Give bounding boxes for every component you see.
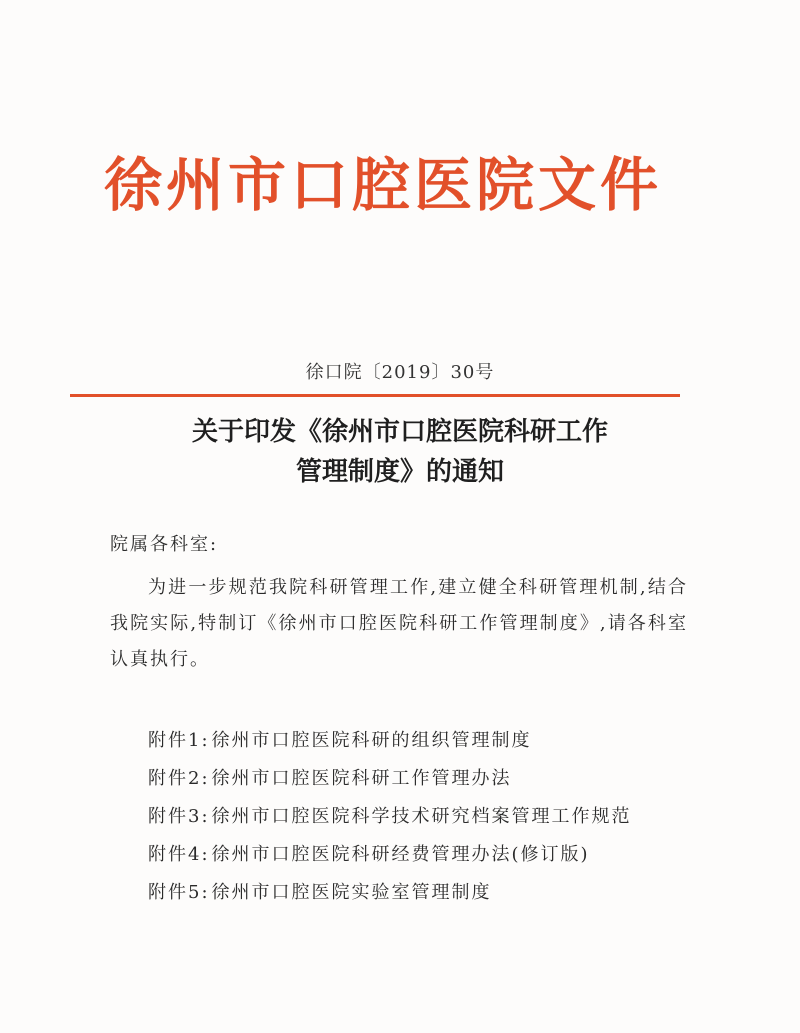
attachment-title: 徐州市口腔医院科研的组织管理制度 bbox=[211, 730, 532, 751]
document-number: 徐口院〔2019〕30号 bbox=[305, 362, 495, 383]
attachment-list bbox=[110, 722, 688, 912]
notice-title bbox=[0, 412, 800, 492]
attachment-title: 徐州市口腔医院科研经费管理办法(修订版) bbox=[211, 844, 590, 865]
document-masthead: 徐州市口腔医院文件 bbox=[104, 151, 663, 219]
attachment-item bbox=[110, 874, 688, 912]
attachment-label: 附件1: bbox=[148, 730, 210, 751]
attachment-label: 附件3: bbox=[148, 806, 210, 827]
notice-body-paragraph: 为进一步规范我院科研管理工作,建立健全科研管理机制,结合我院实际,特制订《徐州市口腔医院科研工作管理制度》,请各科室认真执行。 bbox=[110, 577, 688, 670]
attachment-title: 徐州市口腔医院科研工作管理办法 bbox=[211, 768, 512, 789]
attachment-label: 附件2: bbox=[148, 768, 210, 789]
red-divider-rule bbox=[70, 394, 680, 397]
attachment-item bbox=[110, 722, 688, 760]
attachment-item bbox=[110, 798, 688, 836]
attachment-title: 徐州市口腔医院科学技术研究档案管理工作规范 bbox=[211, 806, 632, 827]
attachment-item bbox=[110, 836, 688, 874]
attachment-title: 徐州市口腔医院实验室管理制度 bbox=[211, 882, 492, 903]
notice-title-line-1: 关于印发《徐州市口腔医院科研工作 bbox=[191, 417, 608, 447]
attachment-item bbox=[110, 760, 688, 798]
attachment-label: 附件5: bbox=[148, 882, 210, 903]
salutation: 院属各科室: bbox=[110, 534, 219, 555]
notice-title-line-2: 管理制度》的通知 bbox=[295, 457, 504, 487]
attachment-label: 附件4: bbox=[148, 844, 210, 865]
